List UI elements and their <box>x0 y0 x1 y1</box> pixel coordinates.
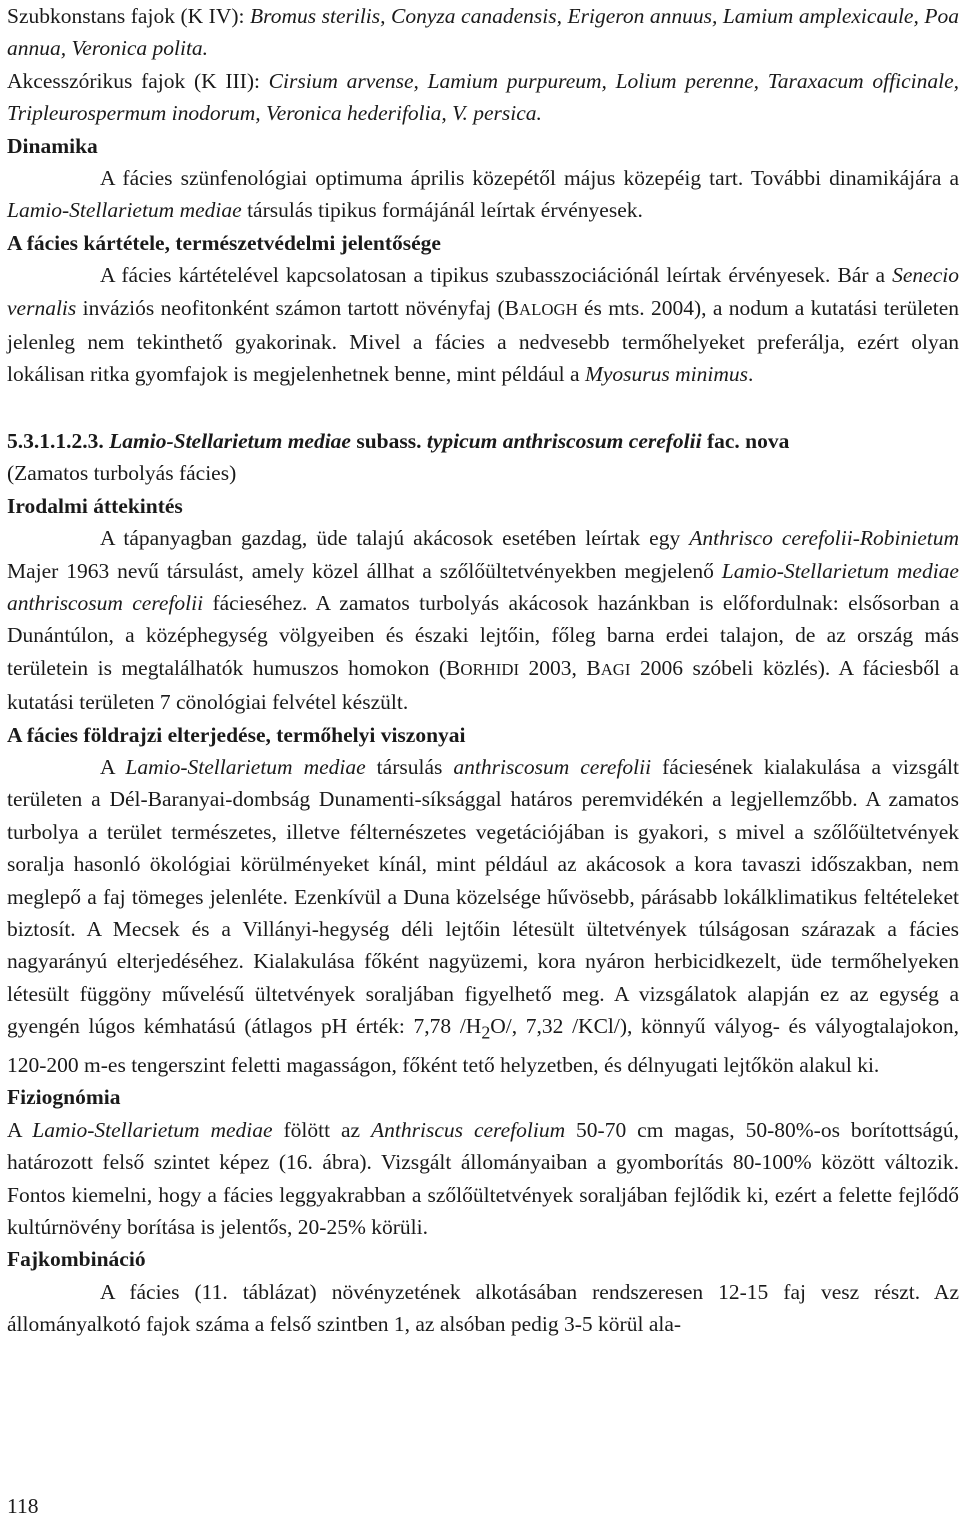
irodalmi-paragraph: A tápanyagban gazdag, üde talajú akácosok esetében leírtak egy Anthrisco cerefolii-Robinietum Majer 1963 nevű társulást, amely közel állhat a szőlőültetvényekben megjelenő Lamio-Stellarietum mediae anthriscosum cerefolii fácieséhez. A zamatos turbolyás akácosok hazánkban is előfordulnak: elsősorban a Dunántúlon, a középhegység völgyeiben és északi lejtőin, főleg barna erdei talajon, de az ország más területein is megtalálhatók humuszos homokon (BORHIDI 2003, BAGI 2006 szóbeli közlés). A fáciesből a kutatási területen 7 cönológiai felvétel készült. <box>7 526 959 715</box>
section-subtitle: (Zamatos turbolyás fácies) <box>7 461 237 486</box>
dinamika-heading: Dinamika <box>7 133 98 158</box>
foldrajzi-paragraph: A Lamio-Stellarietum mediae társulás anthriscosum cerefolii fáciesének kialakulása a vizsgált területen a Dél-Baranyai-dombság Dunamenti-síksággal határos peremvidékén a legjellemzőbb. A zamatos turbolya a terület természetes, illetve félternészetes vegetációjában is gyakori, s mivel a szőlőültetvények soralja hasonló ökológiai körülményeket kínál, mint például az akácosok a kora tavaszi időszakban, nem meglepő a faj tömeges jelenléte. Ezenkívül a Duna közelsége hűvösebb, párásabb lokálklimatikus feltételeket biztosít. A Mecsek és a Villányi-hegység déli lejtőin létesült ültetvények túlságosan szárazak a fácies nagyarányú elterjedéséhez. Kialakulása főként nagyüzemi, kora nyáron herbicidkezelt, üde termőhelyeken létesült függöny művelésű ültetvények soraljában figyelhető meg. A vizsgálatok alapján ez az egység a gyengén lúgos kémhatású (átlagos pH érték: 7,78 $/H_2O/$, 7,32 /KCl/), könnyű vályog- és vályogtalajokon, 120-200 m-es tengerszint feletti magasságon, főként tető helyzetben, és délnyugati lejtőkön alakul ki. <box>7 754 959 1077</box>
dinamika-paragraph: A fácies szünfenológiai optimuma április közepétől május közepéig tart. További dinamikájára a Lamio-Stellarietum mediae társulás tipikus formájánál leírtak érvényesek. <box>7 166 959 223</box>
fajkombinacio-paragraph: A fácies (11. táblázat) növényzetének alkotásában rendszeresen 12-15 faj vesz részt. Az állományalkotó fajok száma a felső szintben 1, az alsóban pedig 3-5 körül ala- <box>7 1279 959 1337</box>
subconstant-species-paragraph: Szubkonstans fajok (K IV): Bromus sterilis, Conyza canadensis, Erigeron annuus, Lamium amplexicaule, Poa annua, Veronica polita. <box>7 4 959 61</box>
accessory-species-paragraph: Akcesszórikus fajok (K III): Cirsium arvense, Lamium purpureum, Lolium perenne, Taraxacum officinale, Tripleurospermum inodorum, Veronica hederifolia, V. persica. <box>7 68 959 126</box>
page-number: 118 <box>7 1494 39 1518</box>
irodalmi-heading: Irodalmi áttekintés <box>7 493 183 518</box>
kartetel-heading: A fácies kártétele, természetvédelmi jelentősége <box>7 230 441 255</box>
section-title: 5.3.1.1.2.3. Lamio-Stellarietum mediae subass. typicum anthriscosum cerefolii fac. nova <box>7 428 790 453</box>
kartetel-paragraph: A fácies kártételével kapcsolatosan a tipikus szubasszociációnál leírtak érvényesek. Bár a Senecio vernalis inváziós neofitonként számon tartott növényfaj (BALOGH és mts. 2004), a nodum a kutatási területen jelenleg nem tekinthető gyakorinak. Mivel a fácies a nedvesebb termőhelyeket preferálja, ezért olyan lokálisan ritka gyomfajok is megjelenhetnek benne, mint például a Myosurus minimus. <box>7 263 959 387</box>
foldrajzi-heading: A fácies földrajzi elterjedése, termőhelyi viszonyai <box>7 722 466 747</box>
section-spacer <box>7 391 959 425</box>
fiziognomia-heading: Fiziognómia <box>7 1085 121 1110</box>
document-page <box>7 0 959 1341</box>
fajkombinacio-heading: Fajkombináció <box>7 1247 146 1272</box>
fiziognomia-paragraph: A Lamio-Stellarietum mediae fölött az Anthriscus cerefolium 50-70 cm magas, 50-80%-os borítottságú, határozott felső szintet képez (16. ábra). Vizsgált állományaiban a gyomborítás 80-100% között változik. Fontos kiemelni, hogy a fácies leggyakrabban a szőlőültetvények soraljában fejlődik ki, ezért a felette fejlődő kultúrnövény borítása is jelentős, 20-25% körüli. <box>7 1117 959 1239</box>
